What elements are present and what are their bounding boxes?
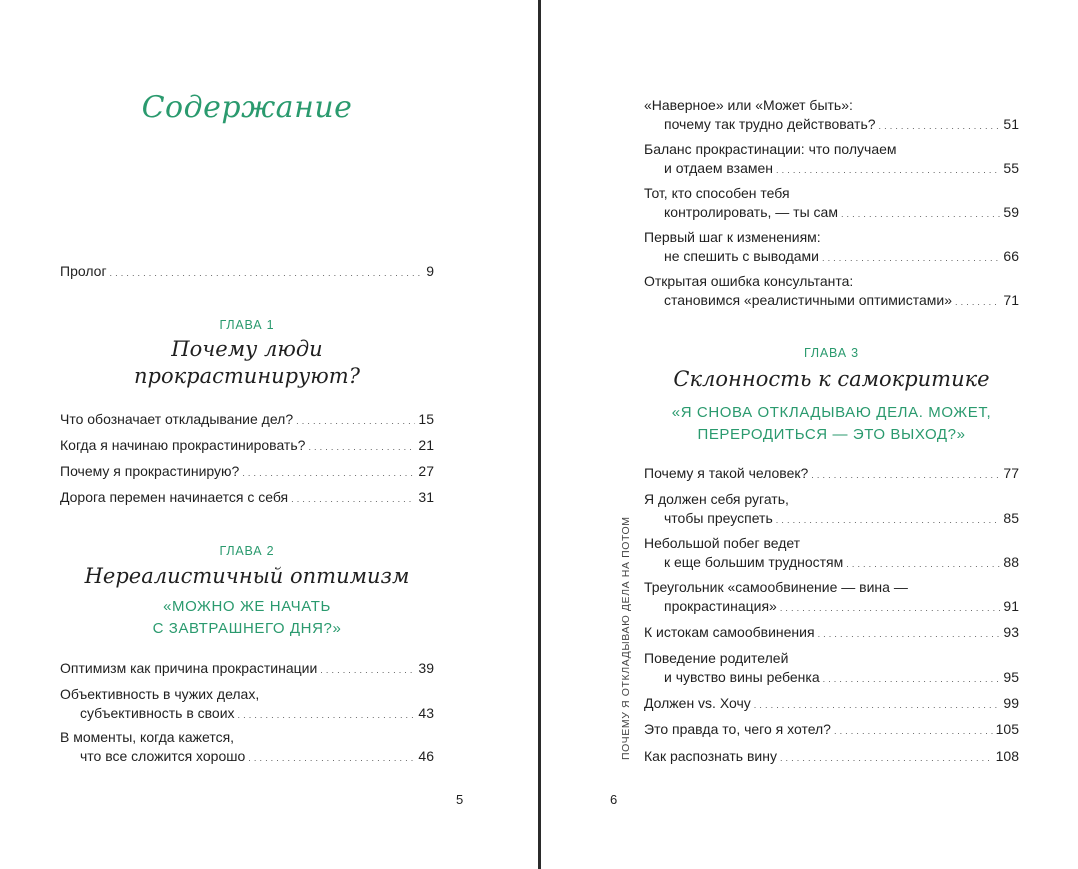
chapter-subtitle-line: «МОЖНО ЖЕ НАЧАТЬ — [163, 598, 331, 615]
entry-title-line1: Баланс прокрастинации: что получаем — [644, 141, 897, 157]
entry-page: 55 — [1003, 160, 1019, 176]
entry-title-line1: «Наверное» или «Может быть»: — [644, 97, 853, 113]
leader-dots — [296, 410, 415, 431]
leader-dots — [776, 509, 1001, 530]
chapter-subtitle-line: С ЗАВТРАШНЕГО ДНЯ?» — [152, 620, 342, 637]
entry-page: 21 — [418, 437, 434, 453]
entry-title-line1: Открытая ошибка консультанта: — [644, 273, 854, 289]
entry-page: 85 — [1003, 510, 1019, 526]
toc-entry[interactable] — [60, 410, 434, 431]
entry-title-line2: контролировать, — ты сам — [664, 204, 838, 220]
toc-entry-prologue[interactable] — [60, 262, 434, 283]
page-number: 6 — [610, 792, 618, 807]
leader-dots — [846, 553, 1000, 574]
entry-page: 27 — [418, 463, 434, 479]
toc-entry[interactable] — [644, 534, 1019, 574]
leader-dots — [291, 488, 415, 509]
entry-page: 77 — [1003, 465, 1019, 481]
entry-title: Должен vs. Хочу — [644, 695, 751, 711]
toc-entry[interactable] — [60, 488, 434, 509]
leader-dots — [776, 159, 1000, 180]
entry-title-line1: Я должен себя ругать, — [644, 491, 789, 507]
chapter-subtitle — [60, 596, 434, 640]
toc-entry[interactable] — [644, 747, 1019, 768]
entry-title-line2: почему так трудно действовать? — [664, 116, 876, 132]
toc-entry[interactable] — [60, 685, 434, 725]
leader-dots — [780, 747, 993, 768]
toc-entry[interactable] — [644, 464, 1019, 485]
entry-page: 46 — [418, 748, 434, 764]
left-page — [0, 0, 538, 869]
entry-page: 43 — [418, 705, 434, 721]
entry-title-line2: не спешить с выводами — [664, 248, 819, 264]
entry-page: 105 — [995, 721, 1019, 737]
leader-dots — [320, 659, 415, 680]
chapter-label: ГЛАВА 2 — [219, 544, 275, 558]
toc-title: Содержание — [141, 90, 353, 125]
leader-dots — [841, 203, 1000, 224]
leader-dots — [308, 436, 415, 457]
leader-dots — [242, 462, 415, 483]
entry-page: 95 — [1003, 669, 1019, 685]
entry-title-line1: Тот, кто способен тебя — [644, 185, 790, 201]
entry-page: 91 — [1003, 598, 1019, 614]
entry-title: Пролог — [60, 263, 107, 279]
leader-dots — [879, 115, 1001, 136]
entry-title: Когда я начинаю прокрастинировать? — [60, 437, 306, 453]
toc-entry[interactable] — [644, 228, 1019, 268]
leader-dots — [754, 694, 1001, 715]
entry-page: 66 — [1003, 248, 1019, 264]
leader-dots — [248, 747, 415, 768]
entry-title: Оптимизм как причина прокрастинации — [60, 660, 318, 676]
entry-page: 108 — [995, 748, 1019, 764]
leader-dots — [818, 623, 1001, 644]
entry-title: Что обозначает откладывание дел? — [60, 411, 294, 427]
leader-dots — [955, 291, 1000, 312]
chapter-subtitle-line: ПЕРЕРОДИТЬСЯ — ЭТО ВЫХОД?» — [697, 426, 966, 443]
entry-title: Это правда то, чего я хотел? — [644, 721, 831, 737]
entry-title-line2: прокрастинация» — [664, 598, 777, 614]
leader-dots — [811, 464, 1000, 485]
toc-entry[interactable] — [644, 720, 1019, 741]
chapter-label: ГЛАВА 3 — [804, 346, 859, 360]
entry-page: 31 — [418, 489, 434, 505]
toc-entry[interactable] — [644, 96, 1019, 136]
entry-title-line2: субъективность в своих — [80, 705, 235, 721]
entry-title-line1: Поведение родителей — [644, 650, 789, 666]
toc-entry[interactable] — [60, 436, 434, 457]
running-title: ПОЧЕМУ Я ОТКЛАДЫВАЮ ДЕЛА НА ПОТОМ — [620, 516, 632, 760]
entry-title-line1: В моменты, когда кажется, — [60, 729, 235, 745]
chapter-subtitle — [644, 402, 1019, 446]
entry-title: Дорога перемен начинается с себя — [60, 489, 289, 505]
toc-entry[interactable] — [644, 140, 1019, 180]
toc-entry[interactable] — [644, 578, 1019, 618]
entry-page: 15 — [418, 411, 434, 427]
chapter-title: Склонность к самокритике — [673, 367, 990, 391]
leader-dots — [780, 597, 1001, 618]
toc-entry[interactable] — [60, 462, 434, 483]
entry-title-line1: Треугольник «самообвинение — вина — — [644, 579, 908, 595]
entry-title-line2: становимся «реалистичными оптимистами» — [664, 292, 953, 308]
entry-title-line2: к еще большим трудностям — [664, 554, 844, 570]
entry-page: 39 — [418, 660, 434, 676]
leader-dots — [110, 262, 424, 283]
entry-page: 59 — [1003, 204, 1019, 220]
chapter-label: ГЛАВА 1 — [219, 318, 275, 332]
entry-title: Почему я прокрастинирую? — [60, 463, 240, 479]
entry-title-line2: что все сложится хорошо — [80, 748, 246, 764]
chapter-subtitle-line: «Я СНОВА ОТКЛАДЫВАЮ ДЕЛА. МОЖЕТ, — [671, 404, 992, 421]
leader-dots — [834, 720, 993, 741]
entry-title-line2: чтобы преуспеть — [664, 510, 773, 526]
toc-entry[interactable] — [60, 728, 434, 768]
leader-dots — [238, 704, 416, 725]
entry-title-line2: и чувство вины ребенка — [664, 669, 820, 685]
entry-page: 99 — [1003, 695, 1019, 711]
toc-entry[interactable] — [644, 623, 1019, 644]
entry-title: Как распознать вину — [644, 748, 777, 764]
entry-page: 88 — [1003, 554, 1019, 570]
entry-page: 93 — [1003, 624, 1019, 640]
chapter-title-line: Почему люди — [171, 337, 323, 361]
toc-entry[interactable] — [644, 184, 1019, 224]
entry-title-line1: Первый шаг к изменениям: — [644, 229, 821, 245]
entry-title-line2: и отдаем взамен — [664, 160, 774, 176]
entry-page: 9 — [426, 263, 434, 279]
entry-title-line1: Небольшой побег ведет — [644, 535, 801, 551]
chapter-title-line: прокрастинируют? — [134, 364, 360, 388]
entry-title: К истокам самообвинения — [644, 624, 815, 640]
toc-entry[interactable] — [644, 490, 1019, 530]
toc-entry[interactable] — [60, 659, 434, 680]
toc-entry[interactable] — [644, 272, 1019, 312]
leader-dots — [823, 668, 1001, 689]
entry-page: 51 — [1003, 116, 1019, 132]
page-number: 5 — [456, 792, 464, 807]
entry-title-line1: Объективность в чужих делах, — [60, 686, 260, 702]
leader-dots — [822, 247, 1000, 268]
chapter-title: Нереалистичный оптимизм — [84, 564, 410, 588]
toc-entry[interactable] — [644, 694, 1019, 715]
chapter-title — [60, 336, 434, 390]
toc-entry[interactable] — [644, 649, 1019, 689]
entry-page: 71 — [1003, 292, 1019, 308]
entry-title: Почему я такой человек? — [644, 465, 809, 481]
